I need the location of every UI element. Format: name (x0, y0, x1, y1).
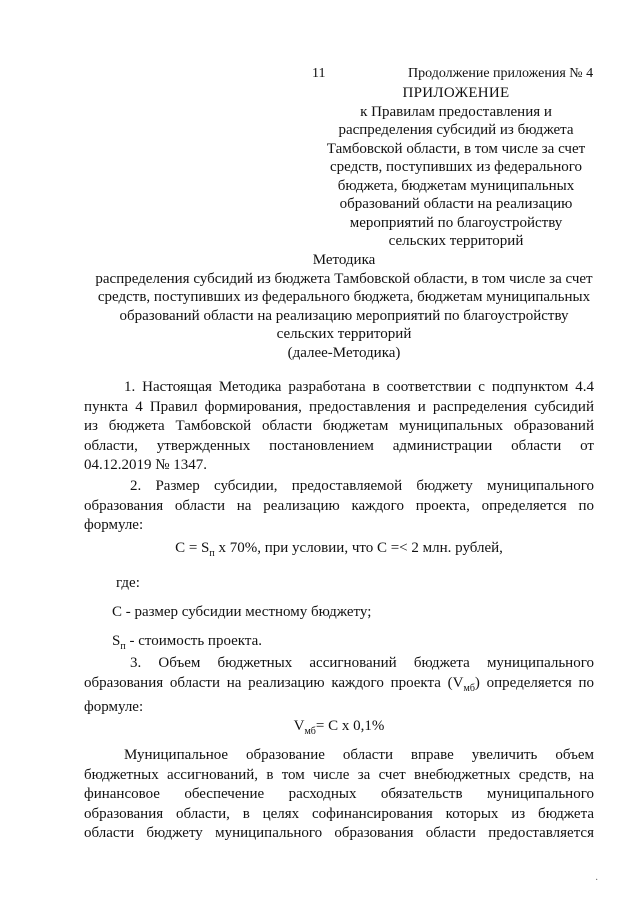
methodology-line: распределения субсидий из бюджета Тамбовской области, в том числе за счет (95, 270, 593, 287)
paragraph-line: 1. Настоящая Методика разработана в соответствии с подпунктом 4.4 (124, 379, 594, 395)
paragraph-4 (84, 746, 594, 844)
sn-symbol: S (112, 633, 121, 649)
formula-subscript: мб (304, 726, 316, 737)
paragraph-line: из бюджета Тамбовской области бюджетам муниципальных образований (84, 418, 594, 434)
budget-formula (84, 718, 594, 737)
methodology-line: (далее-Методика) (287, 344, 401, 361)
paragraph-line: финансовое обеспечение расходных обязательств муниципального (84, 786, 594, 802)
paragraph-line: 04.12.2019 № 1347. (84, 457, 208, 473)
paragraph-line: области бюджету муниципального образования области предоставляется (84, 825, 594, 841)
formula-part: х 70%, при условии, что С =< 2 млн. рублей, (214, 540, 503, 556)
paragraph-line: образования области на реализацию каждого проекта, определяется по (84, 497, 594, 514)
methodology-title: Методика (312, 252, 376, 268)
formula-subscript: п (209, 548, 215, 559)
vmb-subscript: мб (463, 682, 475, 694)
appendix-title: ПРИЛОЖЕНИЕ (402, 85, 510, 101)
formula-part: = C х 0,1% (315, 718, 385, 734)
appendix-line: образований области на реализацию (339, 196, 573, 212)
paragraph-line: формуле: (84, 699, 144, 715)
paragraph-line: 2. Размер субсидии, предоставляемой бюджету муниципального (130, 478, 594, 494)
paragraph-text: ) определяется по (474, 674, 594, 691)
appendix-line: сельских территорий (388, 233, 524, 249)
appendix-header (316, 84, 596, 251)
appendix-continuation-note: Продолжение приложения № 4 (408, 66, 594, 81)
formula-part: V (293, 718, 305, 734)
appendix-line: распределения субсидий из бюджета (338, 122, 574, 138)
paragraph-line: Муниципальное образование области вправе увеличить объем (124, 747, 594, 763)
c-definition: С - размер субсидии местному бюджету; (112, 604, 372, 620)
appendix-line: к Правилам предоставления и (360, 103, 552, 120)
paragraph-line: области, утвержденных постановлением администрации области от (84, 437, 594, 454)
methodology-line: сельских территорий (276, 326, 412, 342)
paragraph-1 (84, 378, 594, 476)
subsidy-formula (84, 540, 594, 559)
paragraph-2 (84, 477, 594, 536)
scan-artifact-dot: · (595, 875, 599, 886)
paragraph-line: 3. Объем бюджетных ассигнований бюджета муниципального (130, 655, 594, 671)
methodology-line: средств, поступивших из федерального бюджета, бюджетам муниципальных (97, 289, 591, 305)
sn-subscript: п (120, 641, 126, 652)
sn-text: - стоимость проекта. (125, 633, 263, 649)
paragraph-line: бюджетных ассигнований, в том числе за счет внебюджетных средств, на (84, 766, 594, 783)
paragraph-line (84, 674, 594, 699)
appendix-line: мероприятий по благоустройству (349, 214, 563, 231)
page-number: 11 (312, 66, 326, 81)
methodology-heading (84, 251, 604, 362)
sn-definition (112, 633, 262, 652)
paragraph-text: образования области на реализацию каждого проекта (V (84, 674, 464, 691)
where-label: где: (116, 575, 140, 591)
appendix-line: Тамбовской области, в том числе за счет (326, 140, 586, 157)
appendix-line: средств, поступивших из федерального (329, 159, 583, 175)
paragraph-3 (84, 654, 594, 718)
paragraph-line: образования области, в целях софинансирования которых из бюджета (84, 805, 594, 822)
formula-part: C = S (175, 540, 210, 556)
appendix-line: бюджета, бюджетам муниципальных (337, 177, 575, 194)
paragraph-line: формуле: (84, 517, 144, 533)
paragraph-line: пункта 4 Правил формирования, предоставления и распределения субсидий (84, 398, 594, 415)
methodology-line: образований области на реализацию мероприятий по благоустройству (119, 307, 569, 324)
